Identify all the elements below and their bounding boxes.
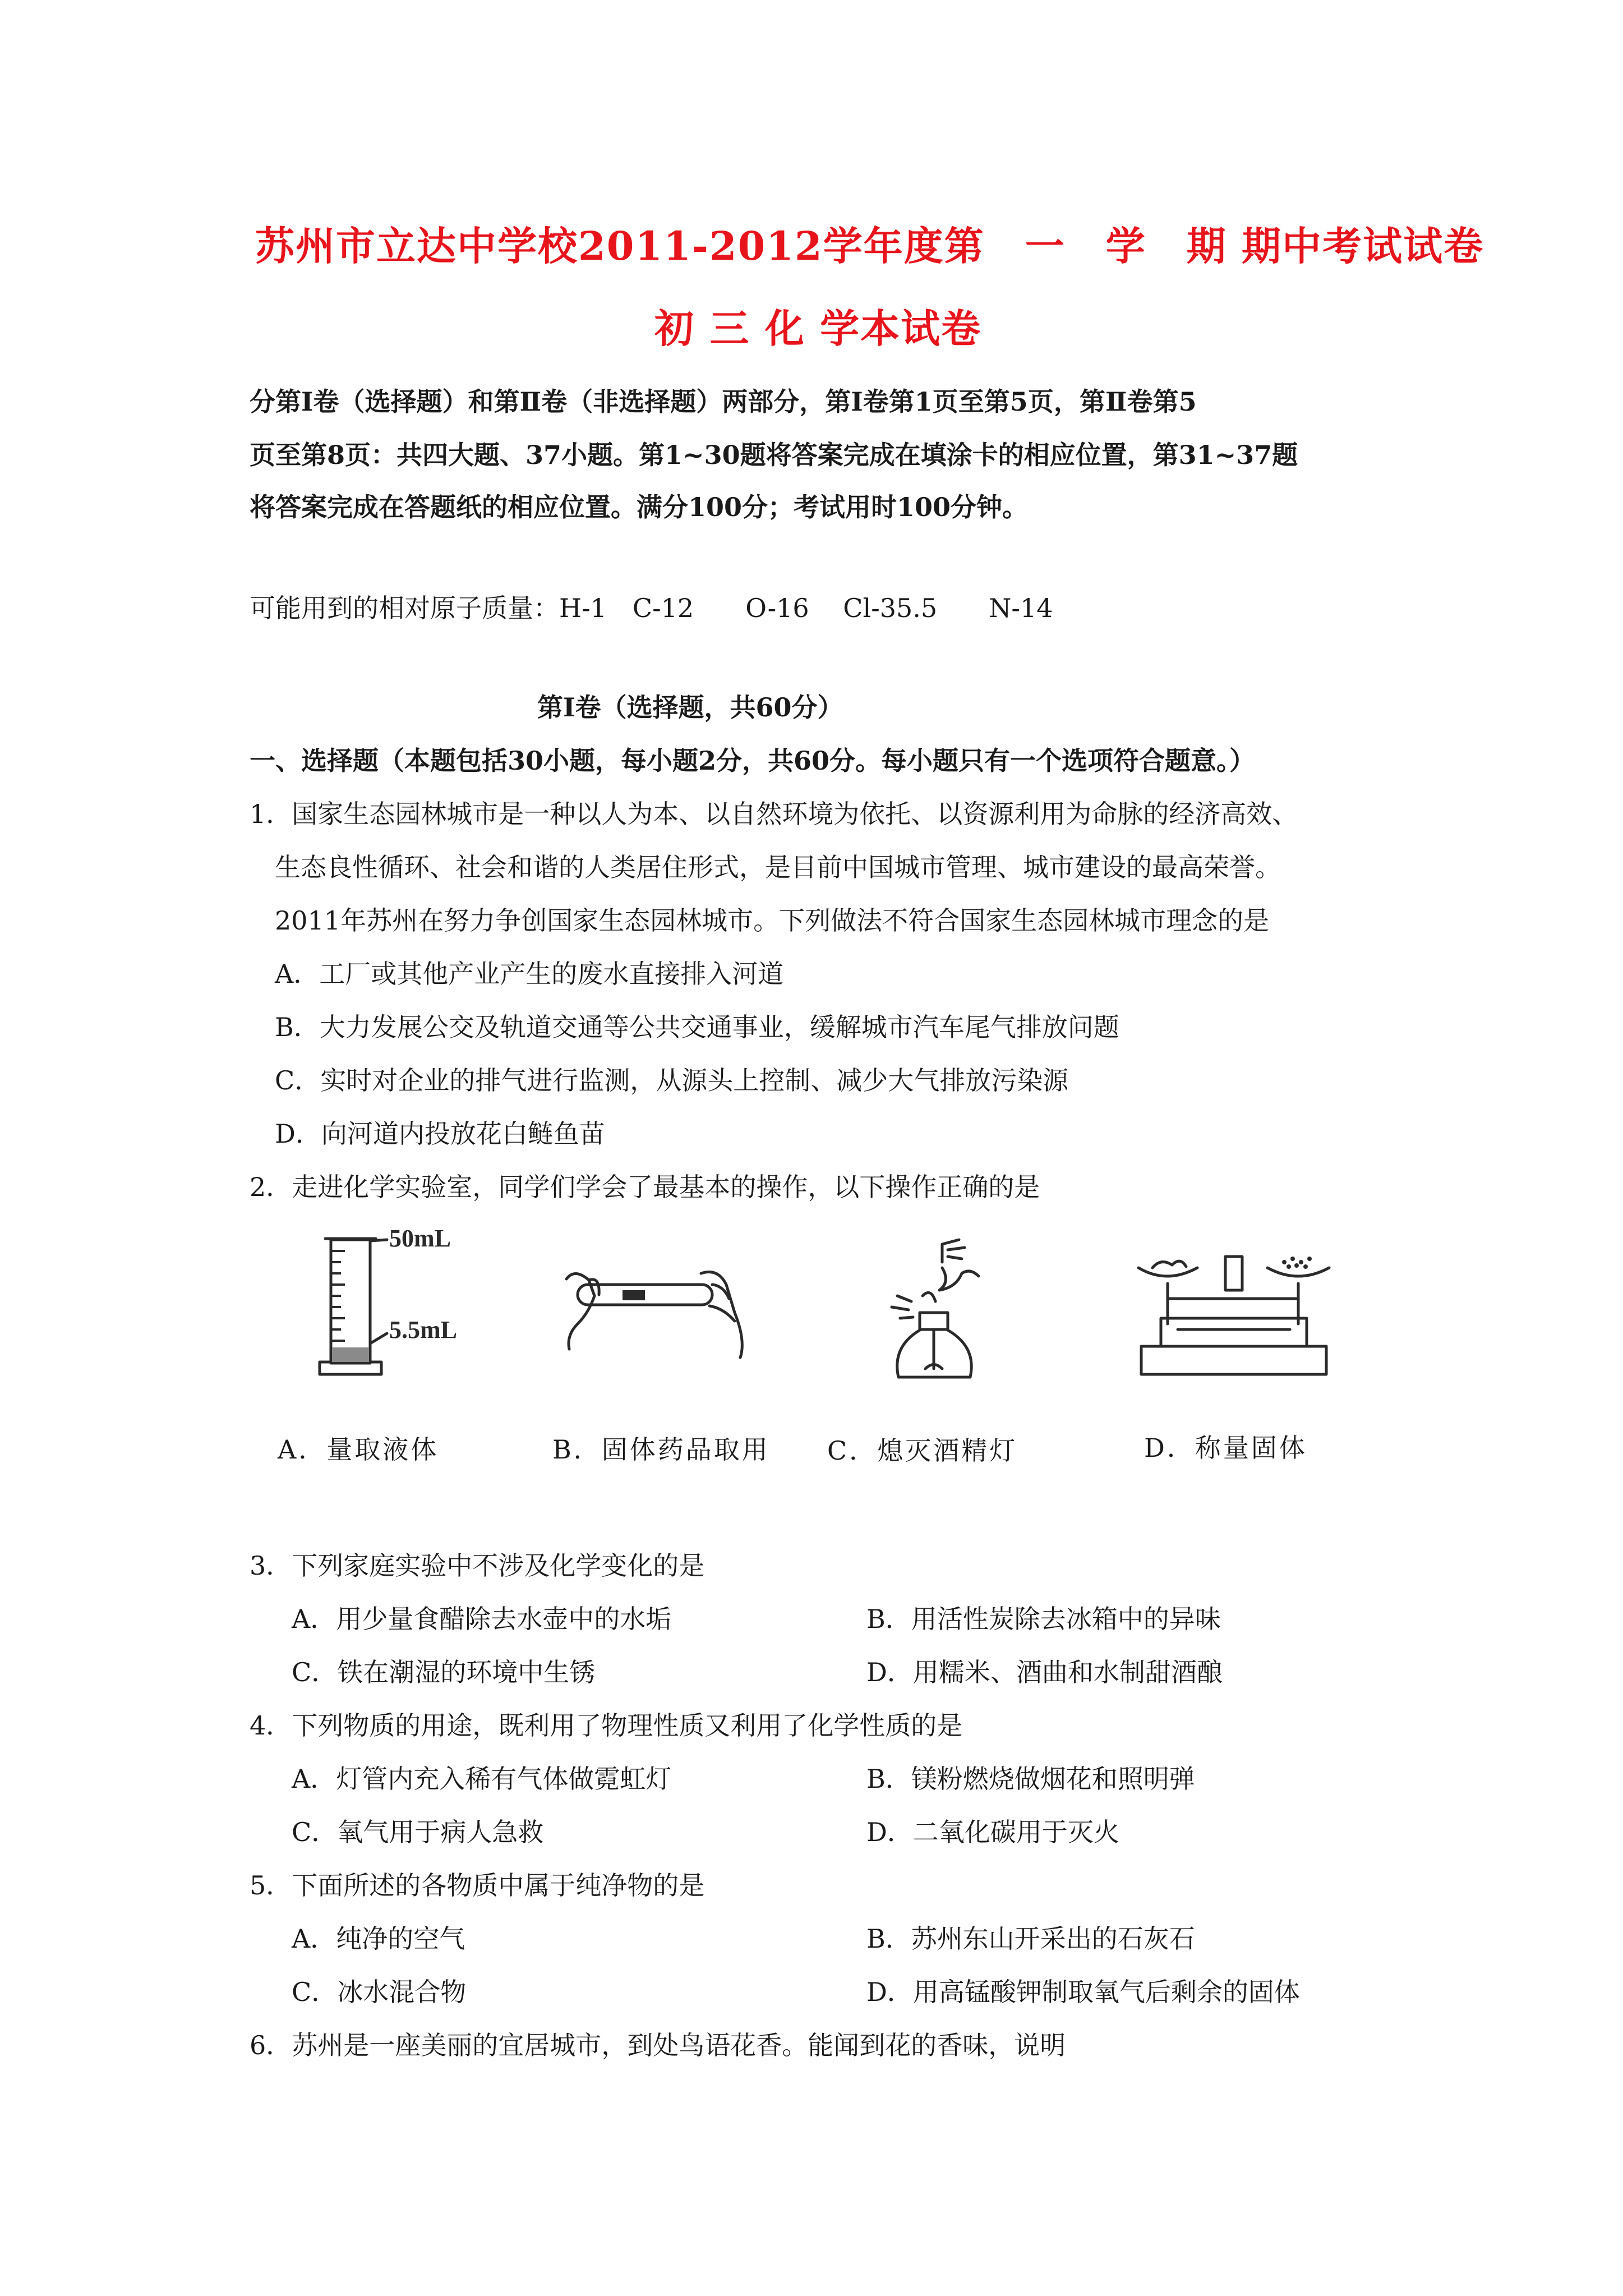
q4-stem: 4．下列物质的用途，既利用了物理性质又利用了化学性质的是 <box>250 1710 963 1741</box>
q4-option-b: B．镁粉燃烧做烟花和照明弹 <box>866 1764 1195 1794</box>
intro-line-1: 分第Ⅰ卷（选择题）和第Ⅱ卷（非选择题）两部分，第Ⅰ卷第1页至第5页，第Ⅱ卷第5 <box>250 386 1197 417</box>
q4-option-d: D．二氧化碳用于灭火 <box>866 1817 1119 1847</box>
q2-caption-a: A．量取液体 <box>278 1434 439 1465</box>
q5-option-c: C．冰水混合物 <box>292 1977 467 2007</box>
exam-subtitle: 初 三 化 学本试卷 <box>654 305 982 352</box>
q3-stem: 3．下列家庭实验中不涉及化学变化的是 <box>250 1550 705 1581</box>
lower-scale-label: 5.5mL <box>389 1316 457 1343</box>
q5-option-b: B．苏州东山开采出的石灰石 <box>866 1924 1195 1954</box>
q3-option-a: A．用少量食醋除去水壶中的水垢 <box>292 1604 672 1634</box>
upper-scale-label: 50mL <box>389 1225 451 1252</box>
q5-stem: 5．下面所述的各物质中属于纯净物的是 <box>250 1870 705 1901</box>
q2-caption-c: C．熄灭酒精灯 <box>827 1435 1018 1466</box>
q2-caption-b: B．固体药品取用 <box>552 1434 770 1465</box>
q1-stem-line-2: 生态良性循环、社会和谐的人类居住形式，是目前中国城市管理、城市建设的最高荣誉。 <box>275 852 1281 882</box>
q4-option-a: A．灯管内充入稀有气体做霓虹灯 <box>292 1764 672 1794</box>
q3-option-b: B．用活性炭除去冰箱中的异味 <box>866 1604 1221 1634</box>
graduated-cylinder-figure <box>314 1217 505 1386</box>
alcohol-lamp-figure <box>858 1234 1038 1386</box>
q6-stem: 6．苏州是一座美丽的宜居城市，到处鸟语花香。能闻到花的香味，说明 <box>250 2030 1066 2060</box>
atomic-masses: 可能用到的相对原子质量：H-1 C-12 O-16 Cl-35.5 N-14 <box>250 593 1053 623</box>
intro-line-2: 页至第8页：共四大题、37小题。第1~30题将答案完成在填涂卡的相应位置，第31~37题 <box>250 440 1298 470</box>
q2-caption-d: D．称量固体 <box>1144 1433 1307 1463</box>
q1-option-a: A．工厂或其他产业产生的废水直接排入河道 <box>275 959 784 989</box>
part-heading: 一、选择题（本题包括30小题，每小题2分，共60分。每小题只有一个选项符合题意。） <box>250 746 1256 776</box>
test-tube-hands-figure <box>555 1245 768 1369</box>
q3-option-d: D．用糯米、酒曲和水制甜酒酿 <box>866 1657 1223 1687</box>
q1-option-c: C．实时对企业的排气进行监测，从源头上控制、减少大气排放污染源 <box>275 1065 1069 1096</box>
q3-option-c: C．铁在潮湿的环境中生锈 <box>292 1657 596 1687</box>
q2-stem: 2．走进化学实验室，同学们学会了最基本的操作，以下操作正确的是 <box>250 1172 1040 1202</box>
balance-scale-figure <box>1127 1245 1340 1391</box>
q1-stem-line-1: 1．国家生态园林城市是一种以人为本、以自然环境为依托、以资源利用为命脉的经济高效、 <box>250 799 1298 829</box>
q1-option-b: B．大力发展公交及轨道交通等公共交通事业，缓解城市汽车尾气排放问题 <box>275 1012 1119 1042</box>
q5-option-a: A．纯净的空气 <box>292 1924 465 1954</box>
q1-stem-line-3: 2011年苏州在努力争创国家生态园林城市。下列做法不符合国家生态园林城市理念的是 <box>275 905 1270 936</box>
section-heading: 第Ⅰ卷（选择题，共60分） <box>537 692 843 723</box>
exam-title: 苏州市立达中学校2011-2012学年度第 一 学 期 期中考试试卷 <box>255 223 1484 269</box>
q1-option-d: D．向河道内投放花白鲢鱼苗 <box>275 1119 605 1149</box>
q4-option-c: C．氧气用于病人急救 <box>292 1817 544 1847</box>
q5-option-d: D．用高锰酸钾制取氧气后剩余的固体 <box>866 1977 1300 2007</box>
intro-line-3: 将答案完成在答题纸的相应位置。满分100分；考试用时100分钟。 <box>250 492 1029 522</box>
